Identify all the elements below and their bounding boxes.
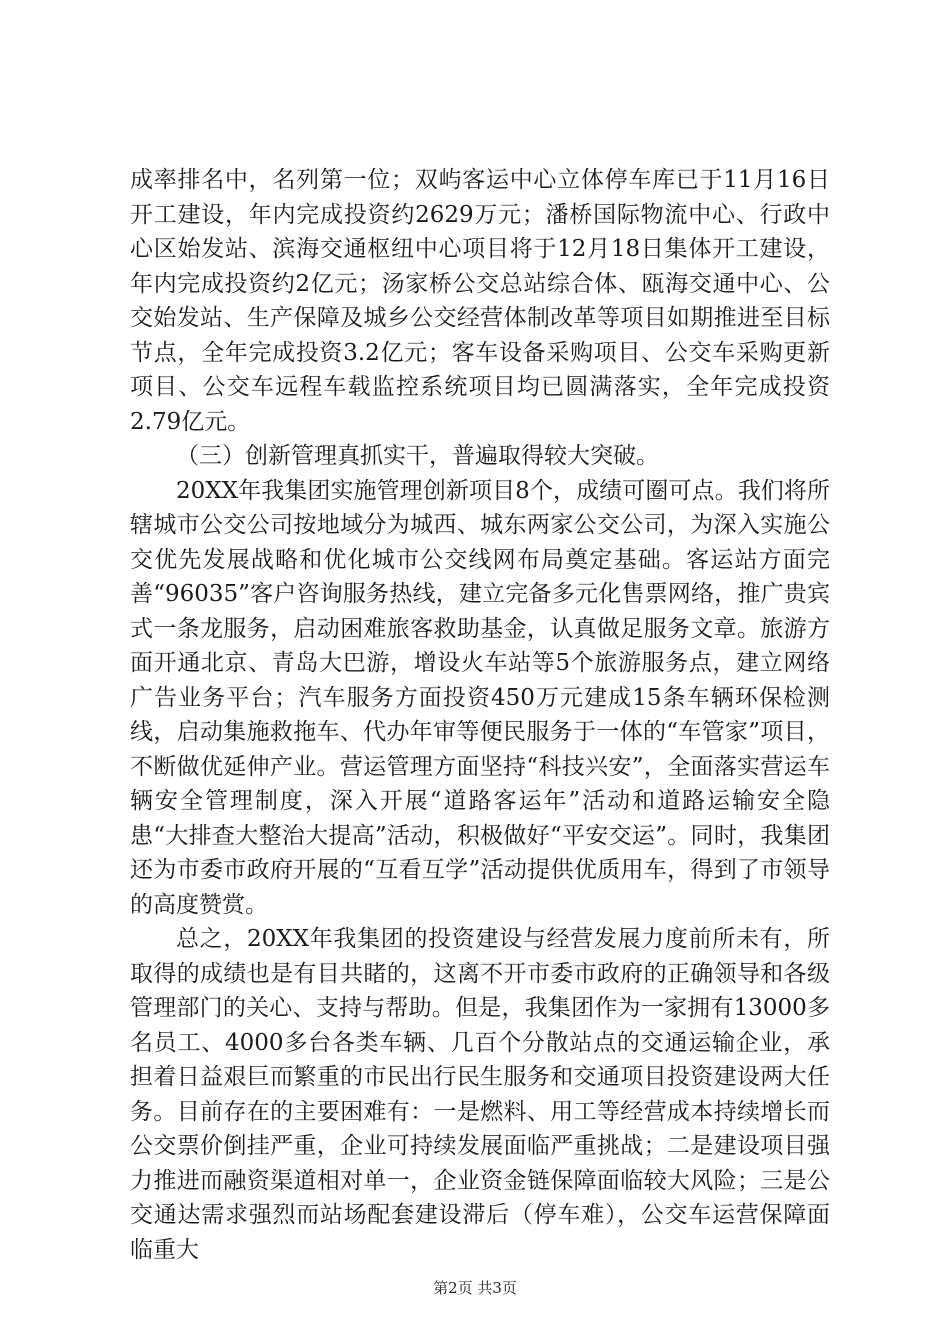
paragraph-management-innovation: 20XX年我集团实施管理创新项目8个，成绩可圈可点。我们将所辖城市公交公司按地域分为城西、城东两家公交公司，为深入实施公交优先发展战略和优化城市公交线网布局奠定基础。客运站方面完善“96035”客户咨询服务热线，建立完备多元化售票网络，推广贵宾式一条龙服务，启动困难旅客救助基金，认真做足服务文章。旅游方面开通北京、青岛大巴游，增设火车站等5个旅游服务点，建立网络广告业务平台；汽车服务方面投资450万元建成15条车辆环保检测线，启动集施救拖车、代办年审等便民服务于一体的“车管家”项目，不断做优延伸产业。营运管理方面坚持“科技兴安”，全面落实营运车辆安全管理制度，深入开展“道路客运年”活动和道路运输安全隐患“大排查大整治大提高”活动，积极做好“平安交运”。同时，我集团还为市委市政府开展的“互看互学”活动提供优质用车，得到了市领导的高度赞赏。 xyxy=(130,477,830,918)
page-number-footer: 第2页 共3页 xyxy=(433,1279,517,1297)
section-heading: （三）创新管理真抓实干，普遍取得较大突破。 xyxy=(176,443,659,469)
paragraph-continuation: 成率排名中，名列第一位；双屿客运中心立体停车库已于11月16日开工建设，年内完成投资约2629万元；潘桥国际物流中心、行政中心区始发站、滨海交通枢纽中心项目将于12月18日集体开工建设，年内完成投资约2亿元；汤家桥公交总站综合体、瓯海交通中心、公交始发站、生产保障及城乡公交经营体制改革等项目如期推进至目标节点，全年完成投资3.2亿元；客车设备采购项目、公交车采购更新项目、公交车远程车载监控系统项目均已圆满落实，全年完成投资2.79亿元。 xyxy=(130,167,830,435)
document-body xyxy=(130,163,830,1267)
paragraph-summary: 总之，20XX年我集团的投资建设与经营发展力度前所未有，所取得的成绩也是有目共睹的，这离不开市委市政府的正确领导和各级管理部门的关心、支持与帮助。但是，我集团作为一家拥有13000多名员工、4000多台各类车辆、几百个分散站点的交通运输企业，承担着日益艰巨而繁重的市民出行民生服务和交通项目投资建设两大任务。目前存在的主要困难有：一是燃料、用工等经营成本持续增长而公交票价倒挂严重，企业可持续发展面临严重挑战；二是建设项目强力推进而融资渠道相对单一，企业资金链保障面临较大风险；三是公交通达需求强烈而站场配套建设滞后（停车难），公交车运营保障面临重大 xyxy=(130,926,830,1263)
